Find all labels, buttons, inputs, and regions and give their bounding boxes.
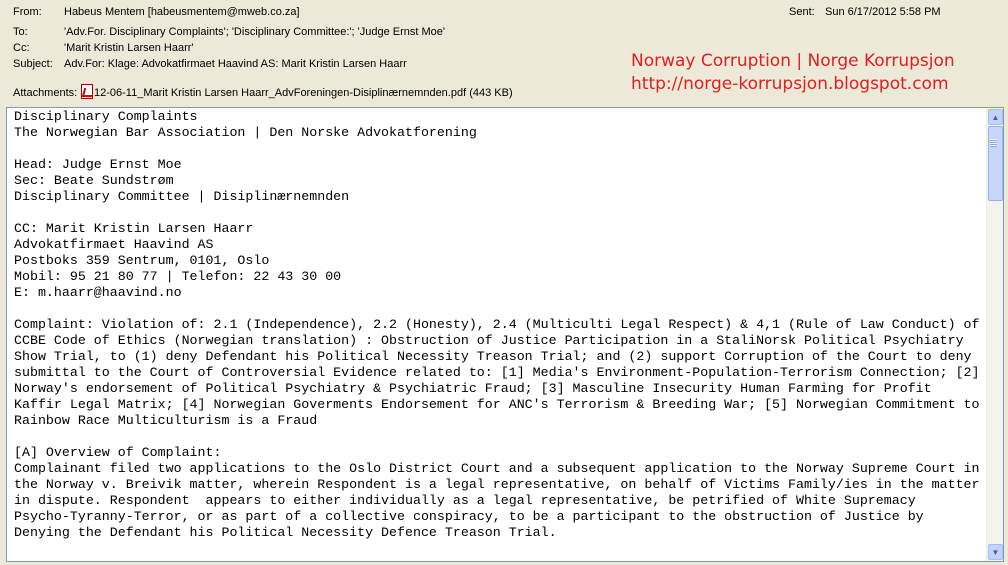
cc-label: Cc: [13,42,30,54]
sent-label: Sent: [789,6,815,18]
message-line [14,205,986,221]
message-line: The Norwegian Bar Association | Den Norske Advokatforening [14,125,477,140]
arrow-down-icon[interactable]: ▼ [988,544,1003,560]
subject-row [13,56,407,72]
message-line: Kaffir Legal Matrix; [4] Norwegian Goverments Endorsement for ANC's Terrorism & Breeding War; [5] Norwegian Commitment to [14,397,980,412]
message-line: submittal to the Court of Controversial Evidence related to: [1] Media's Environment-Population-Terrorism Connection; [2] [14,365,980,380]
message-line: the Norway v. Breivik matter, wherein Respondent is a legal representative, on behalf of Victims Family/ies in the matter [14,477,980,492]
message-line: Sec: Beate Sundstrøm [14,173,174,188]
message-body[interactable] [6,107,1004,562]
message-line: Head: Judge Ernst Moe [14,157,182,172]
message-line [14,429,986,445]
to-label: To: [13,26,28,38]
message-line: Disciplinary Committee | Disiplinærnemnden [14,189,350,204]
arrow-up-icon[interactable]: ▲ [988,109,1003,125]
attachments-row [13,84,513,100]
message-line: Complaint: Violation of: 2.1 (Independence), 2.2 (Honesty), 2.4 (Multiculti Legal Respect) & 4,1 (Rule of Law Conduct) of [14,317,980,332]
message-line: Disciplinary Complaints [14,109,198,124]
watermark [631,50,955,96]
message-line: CCBE Code of Ethics (Norwegian translation) : Obstruction of Justice Participation in a StaliNorsk Political Psychiatry [14,333,964,348]
message-line [14,141,986,157]
message-line: Norway's endorsement of Political Psychiatry & Psychiatric Fraud; [3] Masculine Insecurity Human Farming for Profit [14,381,932,396]
attachment-size: (443 KB) [469,87,513,99]
message-line: Advokatfirmaet Haavind AS [14,237,214,252]
pdf-icon [81,84,93,99]
message-line: CC: Marit Kristin Larsen Haarr [14,221,254,236]
attachment-item[interactable] [81,87,513,99]
subject-label: Subject: [13,58,53,70]
message-line: Postboks 359 Sentrum, 0101, Oslo [14,253,270,268]
sent-value: Sun 6/17/2012 5:58 PM [825,6,941,18]
message-header [0,0,1008,106]
watermark-url: http://norge-korrupsjon.blogspot.com [631,74,949,94]
scrollbar-thumb[interactable] [988,126,1003,201]
sent-row [789,4,941,20]
watermark-title: Norway Corruption | Norge Korrupsjon [631,51,955,71]
from-label: From: [13,6,42,18]
to-row [13,24,445,40]
subject-value: Adv.For: Klage: Advokatfirmaet Haavind AS: Marit Kristin Larsen Haarr [64,58,407,70]
attachment-filename: 12-06-11_Marit Kristin Larsen Haarr_AdvForeningen-Disiplinærnemnden.pdf [94,87,467,99]
cc-row [13,40,194,56]
to-value[interactable]: 'Adv.For. Disciplinary Complaints'; 'Disciplinary Committee:'; 'Judge Ernst Moe' [64,26,446,38]
message-line: Rainbow Race Multiculturism is a Fraud [14,413,318,428]
message-text [14,109,986,541]
message-line: Psycho-Tyranny-Terror, or as part of a collective conspiracy, to be a participant to the obstruction of Justice by [14,509,924,524]
message-line: in dispute. Respondent appears to either individually as a legal representative, be petrified of White Supremacy [14,493,916,508]
message-line: Mobil: 95 21 80 77 | Telefon: 22 43 30 00 [14,269,342,284]
vertical-scrollbar[interactable] [986,108,1003,561]
from-row [13,4,300,20]
attachments-label: Attachments: [13,87,78,99]
scrollbar-grip [990,139,997,147]
cc-value[interactable]: 'Marit Kristin Larsen Haarr' [64,42,194,54]
message-line: Show Trial, to (1) deny Defendant his Political Necessity Treason Trial; and (2) support Corruption of the Court to deny [14,349,972,364]
from-value[interactable]: Habeus Mentem [habeusmentem@mweb.co.za] [64,6,300,18]
message-line: E: m.haarr@haavind.no [14,285,182,300]
message-line [14,301,986,317]
message-line: Complainant filed two applications to the Oslo District Court and a subsequent application to the Norway Supreme Court in [14,461,980,476]
message-line: [A] Overview of Complaint: [14,445,222,460]
message-line: Denying the Defendant his Political Necessity Defence Treason Trial. [14,525,557,540]
